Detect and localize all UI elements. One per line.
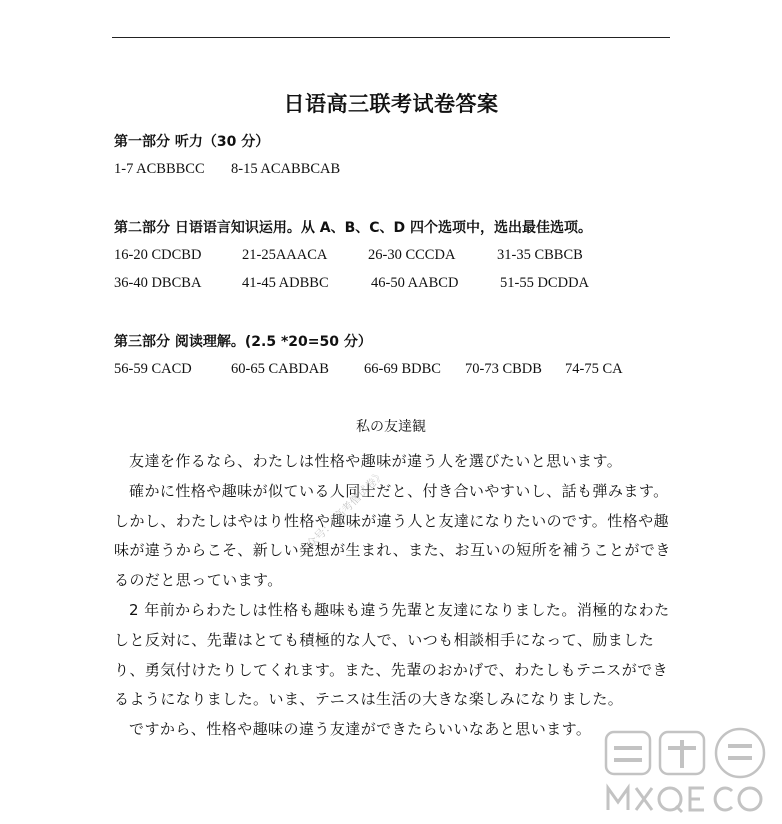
answer-group: 36-40 DBCBA xyxy=(114,275,202,291)
essay-title: 私の友達観 xyxy=(356,419,426,435)
answer-group: 31-35 CBBCB xyxy=(497,247,583,263)
answer-group: 1-7 ACBBBCC xyxy=(114,161,205,177)
top-rule xyxy=(112,37,670,38)
answer-group: 21-25AAACA xyxy=(242,247,328,263)
essay-paragraph: 確かに性格や趣味が似ている人同士だと、付き合いやすいし、話も弾みます。しかし、わたしはやはり性格や趣味が違う人と友達になりたいのです。性格や趣味が違うからこそ、新しい発想が生まれ、また、お互いの短所を補うことができるのだと思っています。 xyxy=(114,481,671,590)
answer-group: 51-55 DCDDA xyxy=(500,275,590,291)
answer-group: 70-73 CBDB xyxy=(465,361,542,377)
section-2-heading: 第二部分 日语语言知识运用。从 A、B、C、D 四个选项中，选出最佳选项。 xyxy=(114,220,593,236)
answer-group: 60-65 CABDAB xyxy=(231,361,329,377)
answer-group: 56-59 CACD xyxy=(114,361,192,377)
essay-paragraph: 友達を作るなら、わたしは性格や趣味が違う人を選びたいと思います。 xyxy=(129,452,623,470)
essay-body xyxy=(114,447,674,745)
answer-group: 41-45 ADBBC xyxy=(242,275,329,291)
essay-paragraph: ですから、性格や趣味の違う友達ができたらいいなあと思います。 xyxy=(129,720,592,739)
answer-group: 74-75 CA xyxy=(565,361,623,377)
answer-group: 46-50 AABCD xyxy=(371,275,459,291)
essay-paragraph: 2 年前からわたしは性格も趣味も違う先輩と友達になりました。消極的なわたしと反対に、先輩はとても積極的な人で、いつも相談相手になって、励ましたり、勇気付けたりしてくれます。また、先輩のおかげで、わたしもテニスができるようになりました。いま、テニスは生活の大きな楽しみになりました。 xyxy=(114,600,670,709)
diagonal-watermark: 公众号：《高考僧试卷》 xyxy=(296,467,388,559)
section-1-heading: 第一部分 听力（30 分） xyxy=(114,134,270,150)
section-3-heading: 第三部分 阅读理解。(2.5 *20=50 分） xyxy=(114,334,372,350)
answer-group: 16-20 CDCBD xyxy=(114,247,202,263)
answer-group: 66-69 BDBC xyxy=(364,361,441,377)
page-title: 日语高三联考试卷答案 xyxy=(283,92,499,116)
answer-group: 8-15 ACABBCAB xyxy=(231,161,341,177)
answer-group: 26-30 CCCDA xyxy=(368,247,456,263)
